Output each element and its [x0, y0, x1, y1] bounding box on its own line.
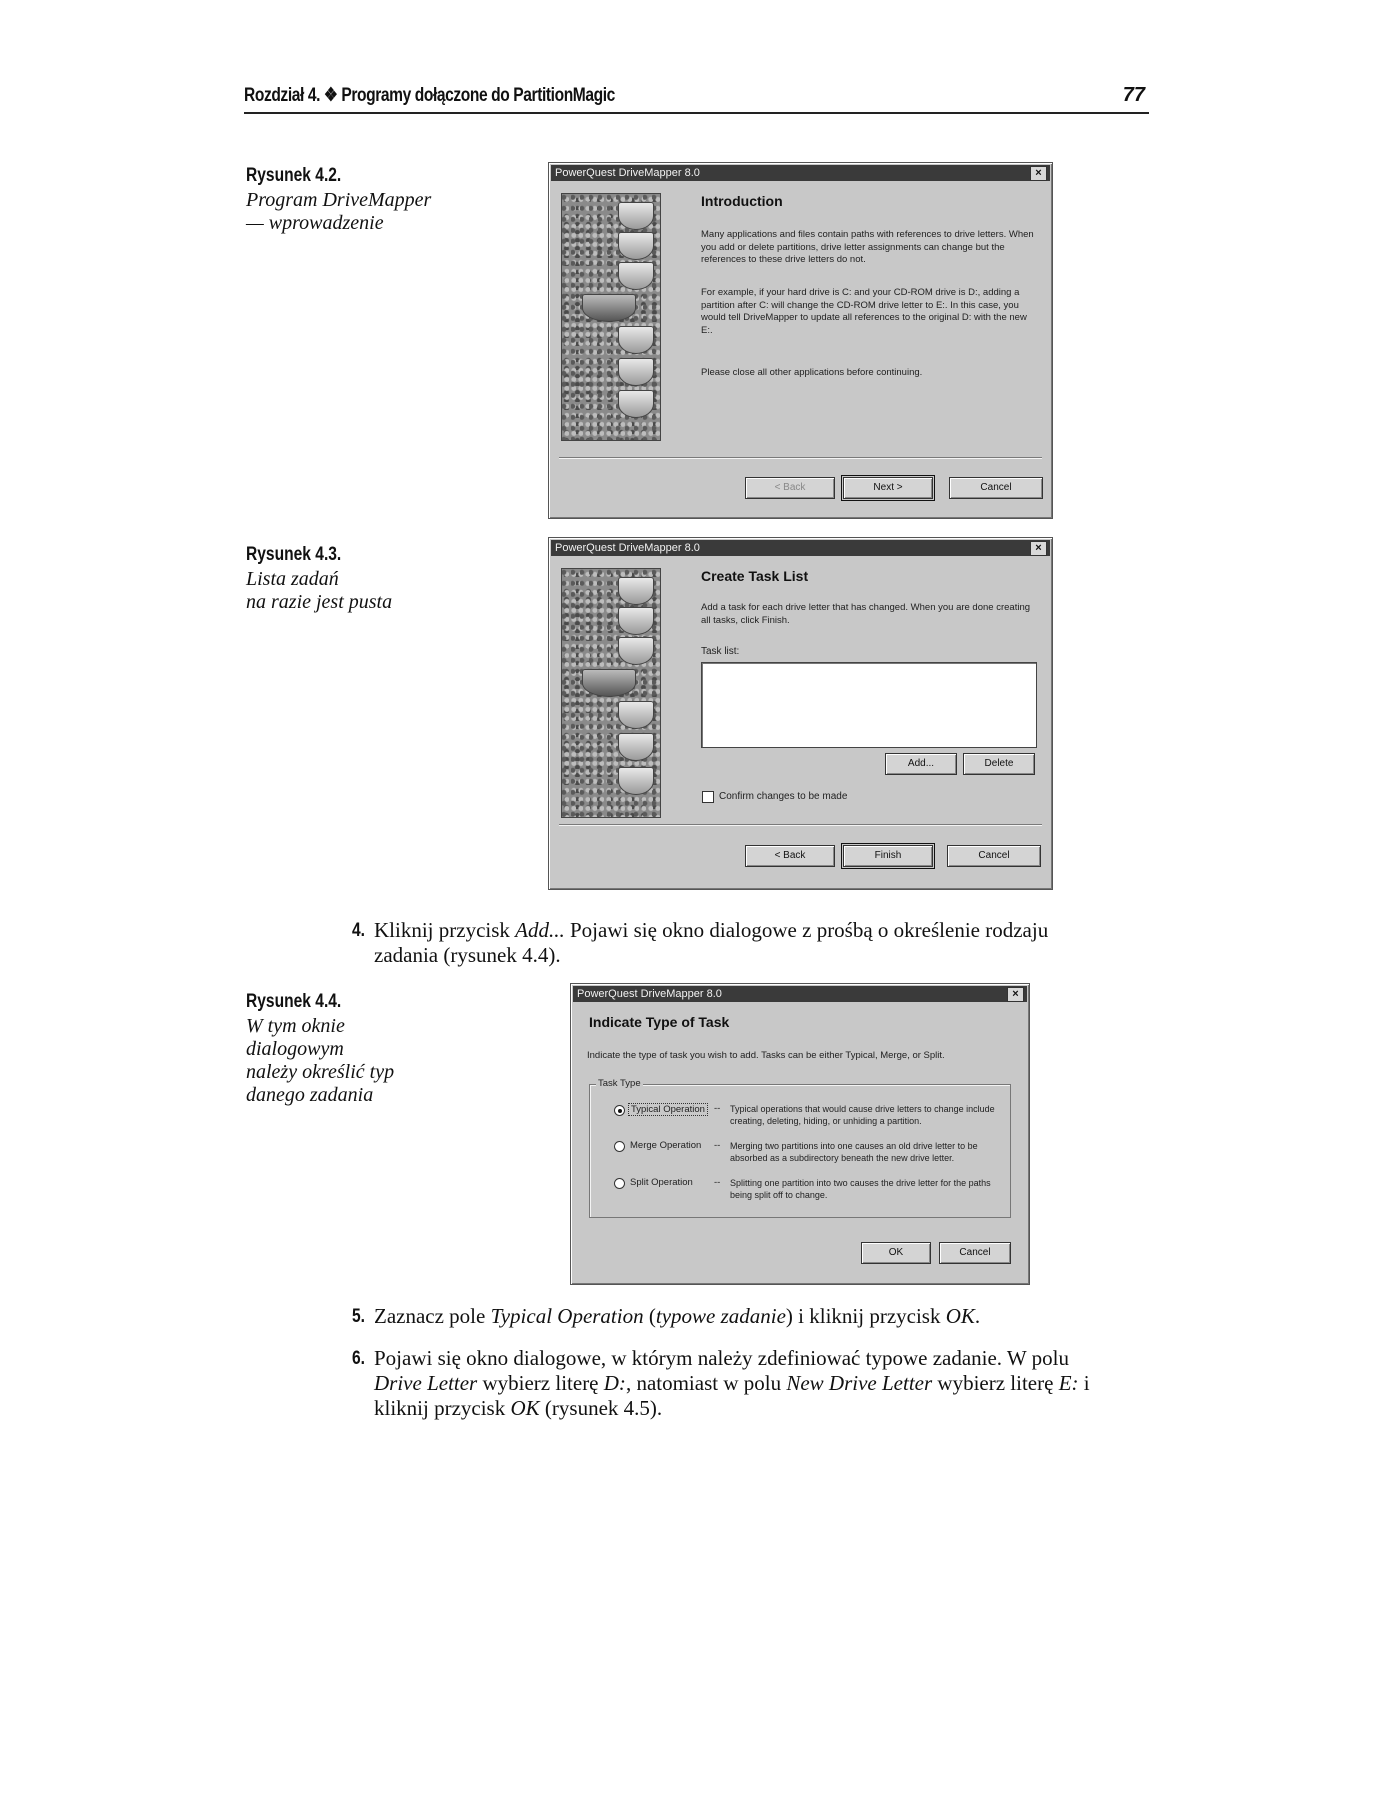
close-icon[interactable]: ×: [1007, 987, 1024, 1002]
step-number: 4.: [352, 920, 366, 941]
back-button[interactable]: < Back: [745, 477, 835, 499]
dialog-title: PowerQuest DriveMapper 8.0: [555, 542, 700, 554]
wizard-side-image: [561, 568, 661, 818]
chapter-title: Rozdział 4. ❖ Programy dołączone do PartitionMagic: [244, 85, 615, 106]
task-list-label: Task list:: [701, 646, 740, 657]
next-button[interactable]: Next >: [843, 477, 933, 499]
drive-icon: [582, 669, 636, 697]
merge-operation-radio[interactable]: [614, 1141, 625, 1152]
drive-icon: [618, 326, 654, 354]
dialog-paragraph: For example, if your hard drive is C: and your CD-ROM drive is D:, adding a partition after C: will change the CD-ROM drive letter to E:. In this case, you would tell DriveMapper to update all references to the original D: with the new E:.: [701, 287, 1027, 336]
figure-label: Rysunek 4.3.: [246, 544, 342, 565]
finish-button[interactable]: Finish: [843, 845, 933, 867]
step-6: [352, 1346, 1112, 1421]
dialog-title: PowerQuest DriveMapper 8.0: [577, 988, 722, 1000]
task-type-group-label: Task Type: [598, 1078, 641, 1089]
step-text: Kliknij przycisk Add... Pojawi się okno dialogowe z prośbą o określenie rodzaju zadania (rysunek 4.4).: [374, 918, 1049, 967]
back-button[interactable]: < Back: [745, 845, 835, 867]
merge-operation-label[interactable]: Merge Operation: [630, 1140, 702, 1151]
dialog-heading: Introduction: [701, 193, 783, 209]
add-task-button[interactable]: Add...: [885, 753, 957, 775]
close-icon[interactable]: ×: [1030, 166, 1047, 181]
close-icon[interactable]: ×: [1030, 541, 1047, 556]
step-number: 6.: [352, 1348, 366, 1369]
split-operation-label[interactable]: Split Operation: [630, 1177, 693, 1188]
dash-separator: --: [714, 1177, 721, 1188]
dash-separator: --: [714, 1140, 721, 1151]
dialog-paragraph: Indicate the type of task you wish to add. Tasks can be either Typical, Merge, or Split.: [587, 1050, 945, 1061]
dialog-titlebar: [573, 986, 1027, 1002]
ok-button[interactable]: OK: [861, 1242, 931, 1264]
figure-caption: [246, 164, 466, 235]
step-5: [352, 1304, 1112, 1329]
wizard-side-image: [561, 193, 661, 441]
drive-icon: [618, 733, 654, 761]
dialog-heading: Indicate Type of Task: [589, 1014, 730, 1030]
merge-operation-desc: Merging two partitions into one causes an old drive letter to be absorbed as a subdirectory beneath the new drive letter.: [730, 1141, 978, 1163]
drive-icon: [618, 390, 654, 418]
figure-caption: [246, 543, 466, 614]
dialog-paragraph: Please close all other applications before continuing.: [701, 367, 923, 378]
cancel-button[interactable]: Cancel: [947, 845, 1041, 867]
drive-icon: [618, 358, 654, 386]
figure-caption-text: Program DriveMapper — wprowadzenie: [246, 189, 432, 234]
cancel-button[interactable]: Cancel: [939, 1242, 1011, 1264]
cancel-button[interactable]: Cancel: [949, 477, 1043, 499]
dialog-introduction: [548, 162, 1053, 519]
typical-operation-radio[interactable]: [614, 1105, 625, 1116]
drive-icon: [618, 607, 654, 635]
dialog-paragraph: Add a task for each drive letter that has changed. When you are done creating all tasks, click Finish.: [701, 602, 1031, 626]
dialog-paragraph: Many applications and files contain paths with references to drive letters. When you add or delete partitions, drive letter assignments can change but the references to these drive letters do not.: [701, 229, 1034, 265]
dialog-titlebar: [551, 165, 1050, 181]
drive-icon: [618, 202, 654, 230]
page-header: [244, 84, 1149, 114]
dash-separator: --: [714, 1103, 721, 1114]
split-operation-radio[interactable]: [614, 1178, 625, 1189]
step-text: Zaznacz pole Typical Operation (typowe zadanie) i kliknij przycisk OK.: [374, 1304, 981, 1328]
figure-caption-text: W tym oknie dialogowym należy określić typ danego zadania: [246, 1015, 395, 1106]
step-4: [352, 918, 1112, 968]
drive-icon: [618, 701, 654, 729]
drive-icon: [618, 232, 654, 260]
drive-icon: [582, 294, 636, 322]
task-list-box[interactable]: [701, 662, 1037, 748]
typical-operation-label[interactable]: Typical Operation: [628, 1103, 708, 1116]
drive-icon: [618, 637, 654, 665]
dialog-indicate-task-type: [570, 983, 1030, 1285]
drive-icon: [618, 262, 654, 290]
figure-label: Rysunek 4.4.: [246, 991, 342, 1012]
drive-icon: [618, 767, 654, 795]
dialog-create-task-list: [548, 537, 1053, 890]
confirm-checkbox[interactable]: [702, 791, 714, 803]
dialog-heading: Create Task List: [701, 568, 809, 584]
dialog-title: PowerQuest DriveMapper 8.0: [555, 167, 700, 179]
figure-caption-text: Lista zadań na razie jest pusta: [246, 568, 393, 613]
typical-operation-desc: Typical operations that would cause drive letters to change include creating, deleting, hiding, or unhiding a partition.: [730, 1104, 995, 1126]
page-number: 77: [1122, 84, 1145, 106]
drive-icon: [618, 577, 654, 605]
figure-caption: [246, 990, 466, 1107]
dialog-titlebar: [551, 540, 1050, 556]
figure-label: Rysunek 4.2.: [246, 165, 342, 186]
dialog-separator: [559, 824, 1042, 826]
task-type-group: [589, 1078, 1011, 1218]
step-number: 5.: [352, 1306, 366, 1327]
dialog-separator: [559, 457, 1042, 459]
split-operation-desc: Splitting one partition into two causes the drive letter for the paths being split off to change.: [730, 1178, 991, 1200]
step-text: Pojawi się okno dialogowe, w którym należy zdefiniować typowe zadanie. W polu Drive Letter wybierz literę D:, natomiast w polu New Drive Letter wybierz literę E: i kliknij przycisk OK (rysunek 4.5).: [374, 1346, 1090, 1420]
delete-task-button[interactable]: Delete: [963, 753, 1035, 775]
confirm-label: Confirm changes to be made: [719, 791, 848, 802]
